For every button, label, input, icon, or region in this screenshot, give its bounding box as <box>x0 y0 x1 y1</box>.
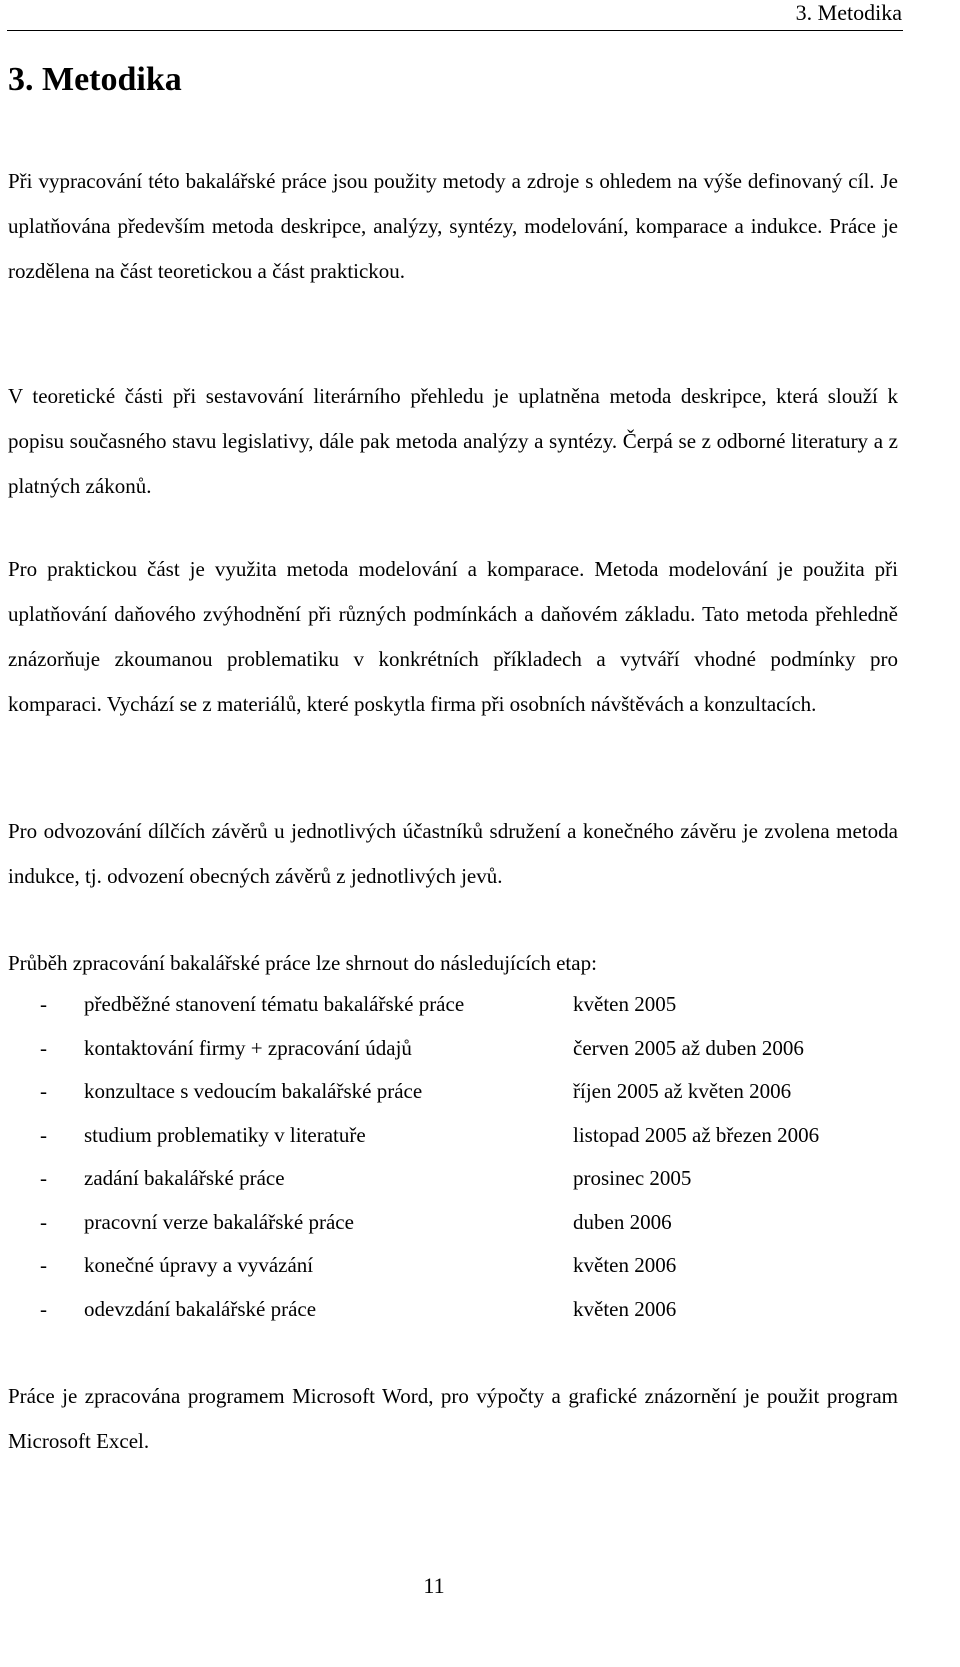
stage-date: květen 2006 <box>573 1296 677 1321</box>
stage-task: zadání bakalářské práce <box>84 1166 285 1190</box>
list-bullet: - <box>40 1079 47 1103</box>
list-bullet: - <box>40 1035 47 1060</box>
stage-task: konečné úpravy a vyvázání <box>84 1253 314 1277</box>
stage-date: listopad 2005 až březen 2006 <box>573 1122 820 1147</box>
paragraph-intro: Při vypracování této bakalářské práce jsou použity metody a zdroje s ohledem na výše definovaný cíl. Je uplatňována především metoda deskripce, analýzy, syntézy, modelování, komparace a indukce. Práce je rozdělena na část teoretickou a část praktickou. <box>8 169 898 283</box>
stages-list <box>8 983 898 1331</box>
list-item <box>8 1244 898 1288</box>
list-item <box>8 983 898 1027</box>
stage-date: říjen 2005 až květen 2006 <box>573 1079 792 1103</box>
paragraph-practical-part: Pro praktickou část je využita metoda modelování a komparace. Metoda modelování je použita při uplatňování daňového zvýhodnění při různých podmínkách a daňovém základu. Tato metoda přehledně znázorňuje zkoumanou problematiku v konkrétních příkladech a vytváří vhodné podmínky pro komparaci. Vychází se z materiálů, které poskytla firma při osobních návštěvách a konzultacích. <box>8 557 898 716</box>
list-item <box>8 1027 898 1071</box>
list-bullet: - <box>40 1209 47 1234</box>
page-title: 3. Metodika <box>8 61 182 98</box>
paragraph-induction: Pro odvozování dílčích závěrů u jednotlivých účastníků sdružení a konečného závěru je zvolena metoda indukce, tj. odvození obecných závěrů z jednotlivých jevů. <box>8 819 898 888</box>
list-bullet: - <box>40 1296 47 1321</box>
header-divider <box>7 30 903 31</box>
stage-task: konzultace s vedoucím bakalářské práce <box>84 1079 423 1103</box>
page-number: 11 <box>423 1573 445 1598</box>
stage-date: květen 2005 <box>573 992 677 1016</box>
stage-task: kontaktování firmy + zpracování údajů <box>84 1035 412 1060</box>
stage-task: odevzdání bakalářské práce <box>84 1296 317 1321</box>
list-bullet: - <box>40 1253 47 1277</box>
paragraph-stages-intro: Průběh zpracování bakalářské práce lze shrnout do následujících etap: <box>8 951 597 975</box>
running-head: 3. Metodika <box>795 0 902 25</box>
stage-date: červen 2005 až duben 2006 <box>573 1035 804 1060</box>
paragraph-software: Práce je zpracována programem Microsoft Word, pro výpočty a grafické znázornění je použit program Microsoft Excel. <box>8 1384 898 1453</box>
list-bullet: - <box>40 1122 47 1147</box>
list-item <box>8 1114 898 1158</box>
stage-date: květen 2006 <box>573 1253 677 1277</box>
paragraph-theoretical-part: V teoretické části při sestavování literárního přehledu je uplatněna metoda deskripce, která slouží k popisu současného stavu legislativy, dále pak metoda analýzy a syntézy. Čerpá se z odborné literatury a z platných zákonů. <box>8 384 898 498</box>
list-bullet: - <box>40 1166 47 1190</box>
list-item <box>8 1201 898 1245</box>
list-item <box>8 1288 898 1332</box>
stage-task: pracovní verze bakalářské práce <box>84 1209 354 1234</box>
stage-date: prosinec 2005 <box>573 1166 692 1190</box>
stage-task: studium problematiky v literatuře <box>84 1122 366 1147</box>
list-item <box>8 1070 898 1114</box>
stage-date: duben 2006 <box>573 1209 672 1234</box>
list-bullet: - <box>40 992 47 1016</box>
stage-task: předběžné stanovení tématu bakalářské práce <box>84 992 465 1016</box>
list-item <box>8 1157 898 1201</box>
